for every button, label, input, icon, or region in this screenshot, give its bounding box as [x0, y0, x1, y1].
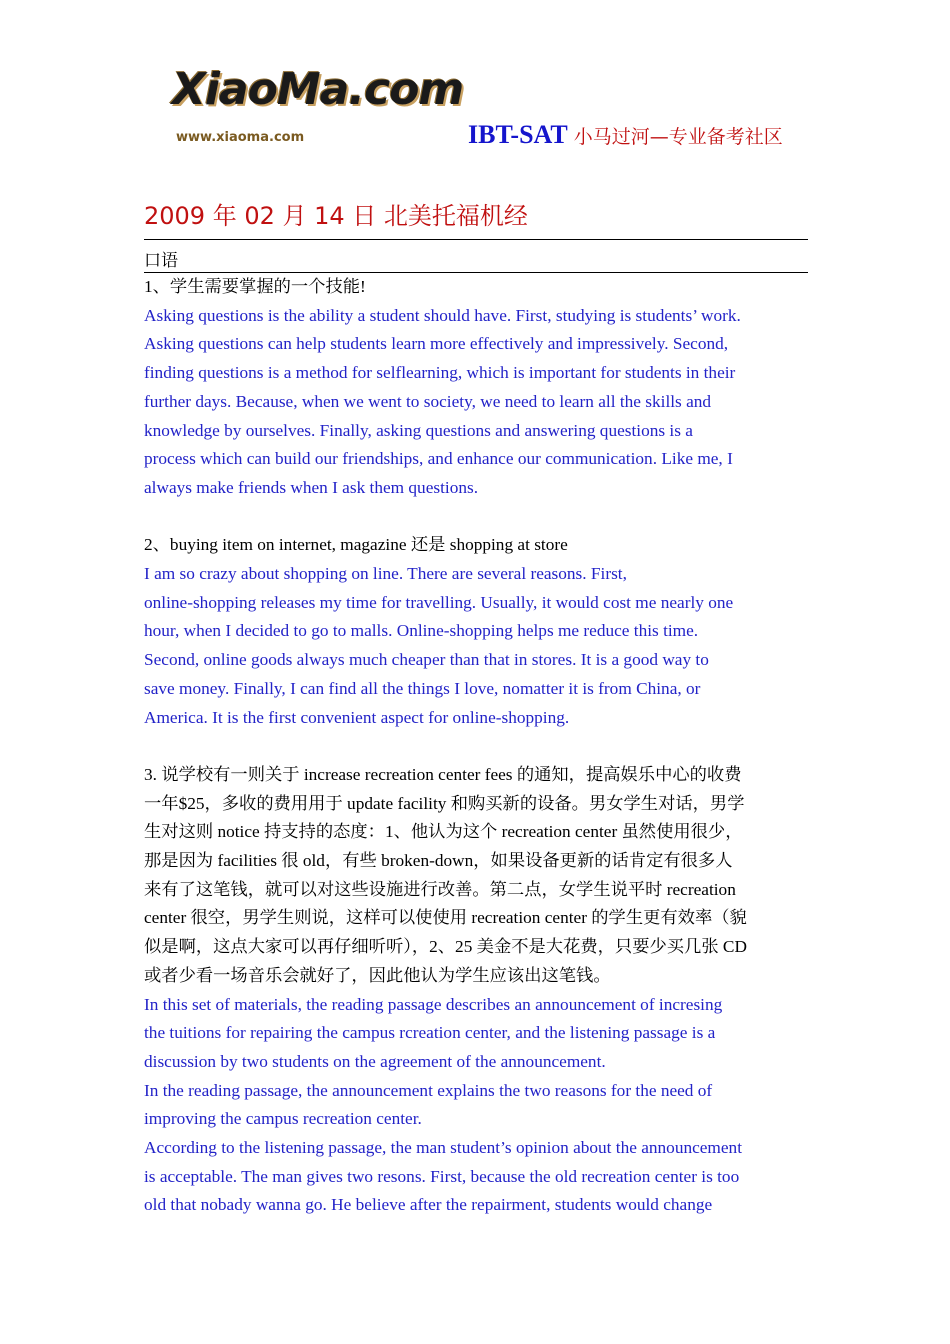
- answer-2-line: save money. Finally, I can find all the things I love, nomatter it is from China, or: [144, 678, 701, 698]
- answer-1-line: further days. Because, when we went to society, we need to learn all the skills and: [144, 391, 712, 411]
- question-3-prompt-line: 似是啊，这点大家可以再仔细听听），2、25 美金不是大花费，只要少买几张 CD: [144, 937, 747, 957]
- document-body: [144, 273, 810, 1220]
- answer-1-line: process which can build our friendships, and enhance our communication. Like me, I: [144, 449, 733, 469]
- brand-main: IBT-SAT: [468, 120, 568, 149]
- question-3-prompt-line: 生对这则 notice 持支持的态度：1、他认为这个 recreation center 虽然使用很少，: [144, 822, 743, 842]
- xiaoma-logo[interactable]: [172, 64, 472, 154]
- answer-3-line: In this set of materials, the reading passage describes an announcement of incresing: [144, 994, 723, 1014]
- page-title: 2009 年 02 月 14 日 北美托福机经: [144, 202, 528, 230]
- answer-3-line: In the reading passage, the announcement explains the two reasons for the need of: [144, 1080, 713, 1100]
- answer-1-line: Asking questions is the ability a student should have. First, studying is students’ work.: [144, 305, 741, 325]
- answer-2-line: online-shopping releases my time for travelling. Usually, it would cost me nearly one: [144, 592, 734, 612]
- section-heading: 口语: [144, 251, 178, 271]
- divider-top: [144, 239, 808, 240]
- answer-2-line: I am so crazy about shopping on line. There are several reasons. First,: [144, 564, 627, 584]
- answer-2-line: Second, online goods always much cheaper than that in stores. It is a good way to: [144, 650, 709, 670]
- answer-2-line: America. It is the first convenient aspect for online-shopping.: [144, 707, 570, 727]
- answer-3-line: is acceptable. The man gives two resons. First, because the old recreation center is too: [144, 1166, 740, 1186]
- logo-url: www.xiaoma.com: [176, 130, 305, 145]
- question-3-prompt-line: 一年$25，多收的费用用于 update facility 和购买新的设备。男女学生对话，男学: [144, 793, 745, 813]
- brand-header: [468, 120, 783, 150]
- answer-1-line: always make friends when I ask them questions.: [144, 477, 479, 497]
- logo-text: XiaoMa.com: [172, 64, 464, 115]
- answer-3-line: According to the listening passage, the man student’s opinion about the announcement: [144, 1138, 742, 1158]
- question-3-prompt-line: 3. 说学校有一则关于 increase recreation center fees 的通知，提高娱乐中心的收费: [144, 764, 742, 784]
- answer-3-line: the tuitions for repairing the campus rcreation center, and the listening passage is a: [144, 1023, 716, 1043]
- question-3-prompt-line: 来有了这笔钱，就可以对这些设施进行改善。第二点，女学生说平时 recreation: [144, 879, 736, 899]
- answer-1-line: knowledge by ourselves. Finally, asking questions and answering questions is a: [144, 420, 693, 440]
- answer-1-line: Asking questions can help students learn more effectively and impressively. Second,: [144, 334, 729, 354]
- question-2-prompt: 2、buying item on internet, magazine 还是 shopping at store: [144, 535, 568, 555]
- brand-slogan: 小马过河—专业备考社区: [573, 126, 783, 148]
- answer-3-line: improving the campus recreation center.: [144, 1109, 422, 1129]
- answer-3-line: old that nobady wanna go. He believe after the repairment, students would change: [144, 1195, 713, 1215]
- answer-3-line: discussion by two students on the agreement of the announcement.: [144, 1051, 606, 1071]
- question-1-prompt: 1、学生需要掌握的一个技能!: [144, 277, 366, 296]
- question-3-prompt-line: 或者少看一场音乐会就好了，因此他认为学生应该出这笔钱。: [144, 965, 611, 985]
- answer-1-line: finding questions is a method for selflearning, which is important for students in their: [144, 363, 736, 383]
- question-3-prompt-line: 那是因为 facilities 很 old，有些 broken-down，如果设备更新的话肯定有很多人: [144, 851, 733, 871]
- question-3-prompt-line: center 很空，男学生则说，这样可以使使用 recreation center 的学生更有效率（貌: [144, 908, 747, 928]
- answer-2-line: hour, when I decided to go to malls. Online-shopping helps me reduce this time.: [144, 621, 699, 641]
